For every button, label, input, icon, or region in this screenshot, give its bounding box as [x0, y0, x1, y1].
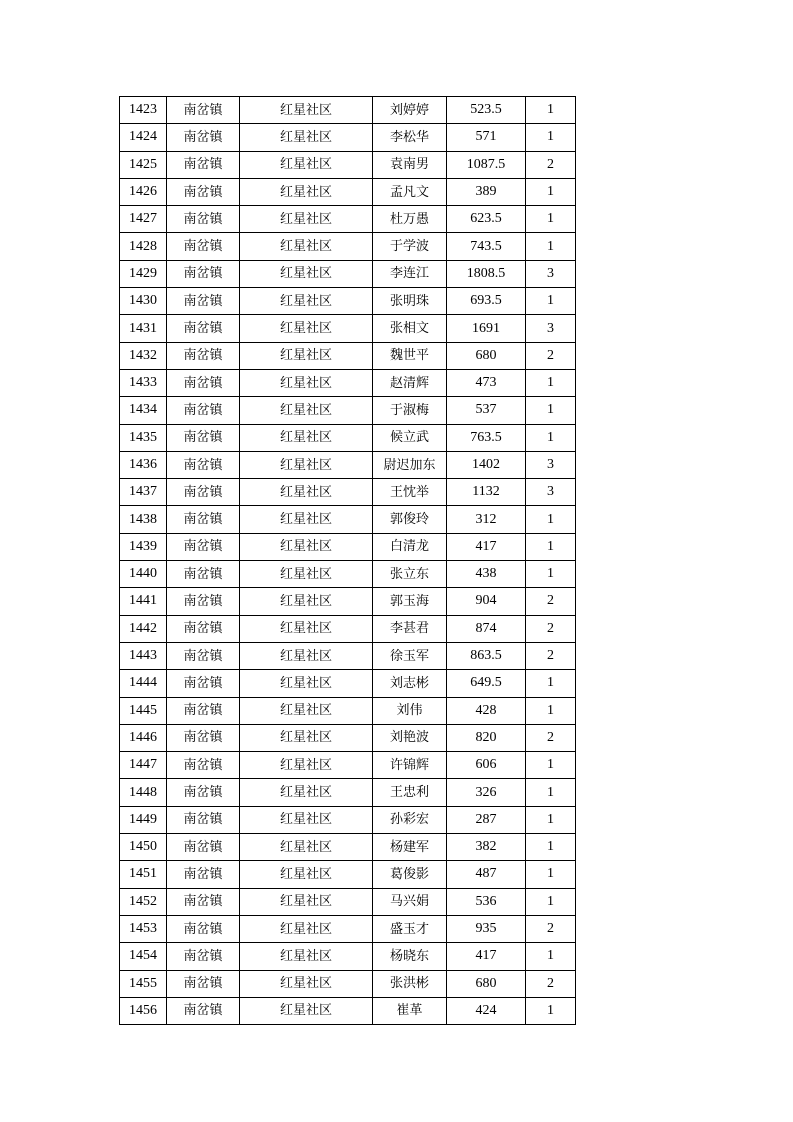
- cell-person-name: 张立东: [373, 561, 447, 588]
- cell-town: 南岔镇: [167, 915, 240, 942]
- cell-community: 红星社区: [240, 861, 373, 888]
- cell-town: 南岔镇: [167, 151, 240, 178]
- cell-amount: 763.5: [447, 424, 526, 451]
- cell-count: 1: [526, 670, 576, 697]
- cell-number: 1447: [120, 752, 167, 779]
- cell-count: 2: [526, 724, 576, 751]
- cell-amount: 863.5: [447, 642, 526, 669]
- cell-person-name: 候立武: [373, 424, 447, 451]
- cell-person-name: 王忠利: [373, 779, 447, 806]
- cell-town: 南岔镇: [167, 888, 240, 915]
- cell-amount: 473: [447, 369, 526, 396]
- cell-person-name: 袁南男: [373, 151, 447, 178]
- cell-community: 红星社区: [240, 151, 373, 178]
- cell-town: 南岔镇: [167, 288, 240, 315]
- cell-amount: 743.5: [447, 233, 526, 260]
- cell-number: 1423: [120, 97, 167, 124]
- cell-town: 南岔镇: [167, 424, 240, 451]
- cell-amount: 1132: [447, 479, 526, 506]
- cell-person-name: 刘艳波: [373, 724, 447, 751]
- cell-number: 1446: [120, 724, 167, 751]
- cell-amount: 935: [447, 915, 526, 942]
- cell-amount: 287: [447, 806, 526, 833]
- cell-number: 1426: [120, 178, 167, 205]
- cell-count: 1: [526, 233, 576, 260]
- table-row: [120, 915, 576, 942]
- cell-amount: 649.5: [447, 670, 526, 697]
- cell-person-name: 于淑梅: [373, 397, 447, 424]
- table-row: [120, 178, 576, 205]
- cell-person-name: 葛俊影: [373, 861, 447, 888]
- cell-town: 南岔镇: [167, 342, 240, 369]
- cell-person-name: 于学波: [373, 233, 447, 260]
- cell-community: 红星社区: [240, 834, 373, 861]
- cell-person-name: 李松华: [373, 124, 447, 151]
- cell-town: 南岔镇: [167, 724, 240, 751]
- cell-community: 红星社区: [240, 369, 373, 396]
- cell-amount: 680: [447, 342, 526, 369]
- cell-town: 南岔镇: [167, 178, 240, 205]
- cell-amount: 1691: [447, 315, 526, 342]
- cell-amount: 312: [447, 506, 526, 533]
- table-row: [120, 342, 576, 369]
- cell-town: 南岔镇: [167, 369, 240, 396]
- cell-count: 3: [526, 479, 576, 506]
- cell-community: 红星社区: [240, 670, 373, 697]
- cell-community: 红星社区: [240, 642, 373, 669]
- cell-amount: 820: [447, 724, 526, 751]
- cell-amount: 417: [447, 533, 526, 560]
- cell-number: 1430: [120, 288, 167, 315]
- cell-town: 南岔镇: [167, 315, 240, 342]
- cell-number: 1425: [120, 151, 167, 178]
- cell-town: 南岔镇: [167, 615, 240, 642]
- table-row: [120, 697, 576, 724]
- cell-count: 1: [526, 997, 576, 1024]
- cell-count: 1: [526, 861, 576, 888]
- table-row: [120, 970, 576, 997]
- cell-number: 1429: [120, 260, 167, 287]
- cell-number: 1454: [120, 943, 167, 970]
- table-row: [120, 888, 576, 915]
- cell-person-name: 孟凡文: [373, 178, 447, 205]
- cell-number: 1434: [120, 397, 167, 424]
- cell-person-name: 崔革: [373, 997, 447, 1024]
- cell-amount: 326: [447, 779, 526, 806]
- cell-amount: 571: [447, 124, 526, 151]
- cell-count: 1: [526, 124, 576, 151]
- cell-town: 南岔镇: [167, 806, 240, 833]
- cell-amount: 438: [447, 561, 526, 588]
- table-row: [120, 861, 576, 888]
- cell-town: 南岔镇: [167, 506, 240, 533]
- cell-person-name: 尉迟加东: [373, 451, 447, 478]
- table-row: [120, 943, 576, 970]
- cell-town: 南岔镇: [167, 397, 240, 424]
- cell-community: 红星社区: [240, 997, 373, 1024]
- cell-count: 1: [526, 506, 576, 533]
- cell-number: 1438: [120, 506, 167, 533]
- cell-town: 南岔镇: [167, 124, 240, 151]
- cell-number: 1441: [120, 588, 167, 615]
- cell-number: 1456: [120, 997, 167, 1024]
- cell-number: 1453: [120, 915, 167, 942]
- cell-town: 南岔镇: [167, 451, 240, 478]
- cell-amount: 523.5: [447, 97, 526, 124]
- cell-number: 1443: [120, 642, 167, 669]
- cell-count: 2: [526, 615, 576, 642]
- table-row: [120, 834, 576, 861]
- cell-count: 2: [526, 588, 576, 615]
- cell-community: 红星社区: [240, 315, 373, 342]
- cell-count: 1: [526, 834, 576, 861]
- cell-person-name: 张洪彬: [373, 970, 447, 997]
- cell-community: 红星社区: [240, 561, 373, 588]
- table-row: [120, 752, 576, 779]
- cell-number: 1437: [120, 479, 167, 506]
- cell-person-name: 杜万愚: [373, 206, 447, 233]
- cell-person-name: 李连江: [373, 260, 447, 287]
- cell-amount: 874: [447, 615, 526, 642]
- cell-person-name: 杨晓东: [373, 943, 447, 970]
- table-row: [120, 288, 576, 315]
- cell-count: 1: [526, 369, 576, 396]
- cell-person-name: 盛玉才: [373, 915, 447, 942]
- table-row: [120, 233, 576, 260]
- table-row: [120, 260, 576, 287]
- cell-person-name: 郭俊玲: [373, 506, 447, 533]
- cell-community: 红星社区: [240, 724, 373, 751]
- cell-town: 南岔镇: [167, 834, 240, 861]
- cell-count: 1: [526, 397, 576, 424]
- cell-person-name: 张相文: [373, 315, 447, 342]
- cell-number: 1424: [120, 124, 167, 151]
- cell-number: 1452: [120, 888, 167, 915]
- cell-community: 红星社区: [240, 588, 373, 615]
- cell-town: 南岔镇: [167, 642, 240, 669]
- cell-town: 南岔镇: [167, 997, 240, 1024]
- table-row: [120, 642, 576, 669]
- cell-person-name: 刘婷婷: [373, 97, 447, 124]
- table-row: [120, 779, 576, 806]
- table-row: [120, 997, 576, 1024]
- cell-count: 3: [526, 260, 576, 287]
- cell-person-name: 杨建军: [373, 834, 447, 861]
- cell-town: 南岔镇: [167, 970, 240, 997]
- cell-number: 1427: [120, 206, 167, 233]
- cell-amount: 606: [447, 752, 526, 779]
- cell-community: 红星社区: [240, 806, 373, 833]
- cell-community: 红星社区: [240, 178, 373, 205]
- cell-number: 1442: [120, 615, 167, 642]
- table-row: [120, 506, 576, 533]
- cell-community: 红星社区: [240, 233, 373, 260]
- cell-community: 红星社区: [240, 533, 373, 560]
- cell-person-name: 刘伟: [373, 697, 447, 724]
- cell-count: 2: [526, 642, 576, 669]
- cell-community: 红星社区: [240, 915, 373, 942]
- cell-community: 红星社区: [240, 424, 373, 451]
- cell-count: 2: [526, 915, 576, 942]
- table-row: [120, 151, 576, 178]
- cell-person-name: 李甚君: [373, 615, 447, 642]
- cell-town: 南岔镇: [167, 670, 240, 697]
- cell-number: 1451: [120, 861, 167, 888]
- cell-number: 1428: [120, 233, 167, 260]
- table-row: [120, 424, 576, 451]
- cell-count: 1: [526, 561, 576, 588]
- cell-person-name: 刘志彬: [373, 670, 447, 697]
- cell-town: 南岔镇: [167, 533, 240, 560]
- cell-number: 1439: [120, 533, 167, 560]
- cell-town: 南岔镇: [167, 97, 240, 124]
- cell-amount: 417: [447, 943, 526, 970]
- cell-community: 红星社区: [240, 206, 373, 233]
- cell-town: 南岔镇: [167, 752, 240, 779]
- cell-amount: 537: [447, 397, 526, 424]
- cell-person-name: 赵清辉: [373, 369, 447, 396]
- cell-number: 1440: [120, 561, 167, 588]
- cell-amount: 424: [447, 997, 526, 1024]
- cell-number: 1436: [120, 451, 167, 478]
- table-row: [120, 397, 576, 424]
- cell-count: 1: [526, 178, 576, 205]
- table-row: [120, 670, 576, 697]
- roster-table-body: [120, 97, 576, 1025]
- cell-community: 红星社区: [240, 260, 373, 287]
- cell-community: 红星社区: [240, 697, 373, 724]
- roster-table: [119, 96, 576, 1025]
- cell-community: 红星社区: [240, 97, 373, 124]
- cell-person-name: 张明珠: [373, 288, 447, 315]
- cell-count: 1: [526, 97, 576, 124]
- cell-count: 1: [526, 888, 576, 915]
- table-row: [120, 479, 576, 506]
- table-row: [120, 315, 576, 342]
- cell-town: 南岔镇: [167, 697, 240, 724]
- cell-amount: 693.5: [447, 288, 526, 315]
- cell-town: 南岔镇: [167, 479, 240, 506]
- cell-amount: 623.5: [447, 206, 526, 233]
- cell-amount: 382: [447, 834, 526, 861]
- cell-community: 红星社区: [240, 888, 373, 915]
- cell-community: 红星社区: [240, 288, 373, 315]
- cell-amount: 389: [447, 178, 526, 205]
- cell-community: 红星社区: [240, 342, 373, 369]
- table-row: [120, 724, 576, 751]
- cell-community: 红星社区: [240, 752, 373, 779]
- cell-community: 红星社区: [240, 397, 373, 424]
- cell-town: 南岔镇: [167, 861, 240, 888]
- cell-amount: 536: [447, 888, 526, 915]
- cell-count: 1: [526, 697, 576, 724]
- table-row: [120, 97, 576, 124]
- cell-amount: 904: [447, 588, 526, 615]
- cell-count: 1: [526, 424, 576, 451]
- cell-person-name: 魏世平: [373, 342, 447, 369]
- cell-number: 1431: [120, 315, 167, 342]
- table-row: [120, 451, 576, 478]
- cell-amount: 428: [447, 697, 526, 724]
- cell-town: 南岔镇: [167, 233, 240, 260]
- cell-town: 南岔镇: [167, 779, 240, 806]
- table-row: [120, 206, 576, 233]
- cell-count: 3: [526, 315, 576, 342]
- cell-person-name: 徐玉军: [373, 642, 447, 669]
- cell-community: 红星社区: [240, 779, 373, 806]
- cell-person-name: 马兴娟: [373, 888, 447, 915]
- cell-community: 红星社区: [240, 506, 373, 533]
- cell-person-name: 王忱举: [373, 479, 447, 506]
- cell-amount: 680: [447, 970, 526, 997]
- cell-count: 1: [526, 533, 576, 560]
- cell-amount: 487: [447, 861, 526, 888]
- cell-number: 1435: [120, 424, 167, 451]
- cell-town: 南岔镇: [167, 260, 240, 287]
- cell-amount: 1402: [447, 451, 526, 478]
- cell-community: 红星社区: [240, 615, 373, 642]
- cell-town: 南岔镇: [167, 561, 240, 588]
- cell-number: 1432: [120, 342, 167, 369]
- table-row: [120, 369, 576, 396]
- table-row: [120, 806, 576, 833]
- table-row: [120, 588, 576, 615]
- cell-town: 南岔镇: [167, 206, 240, 233]
- cell-person-name: 郭玉海: [373, 588, 447, 615]
- table-row: [120, 124, 576, 151]
- cell-community: 红星社区: [240, 479, 373, 506]
- cell-count: 2: [526, 151, 576, 178]
- cell-person-name: 白清龙: [373, 533, 447, 560]
- cell-count: 1: [526, 206, 576, 233]
- cell-number: 1450: [120, 834, 167, 861]
- cell-number: 1449: [120, 806, 167, 833]
- table-row: [120, 615, 576, 642]
- cell-amount: 1087.5: [447, 151, 526, 178]
- cell-community: 红星社区: [240, 124, 373, 151]
- cell-number: 1444: [120, 670, 167, 697]
- cell-person-name: 孙彩宏: [373, 806, 447, 833]
- cell-number: 1448: [120, 779, 167, 806]
- table-row: [120, 533, 576, 560]
- cell-count: 1: [526, 779, 576, 806]
- cell-count: 1: [526, 943, 576, 970]
- cell-number: 1455: [120, 970, 167, 997]
- cell-community: 红星社区: [240, 943, 373, 970]
- cell-number: 1445: [120, 697, 167, 724]
- cell-count: 1: [526, 752, 576, 779]
- cell-person-name: 许锦辉: [373, 752, 447, 779]
- cell-count: 1: [526, 288, 576, 315]
- cell-count: 2: [526, 970, 576, 997]
- cell-community: 红星社区: [240, 970, 373, 997]
- cell-town: 南岔镇: [167, 588, 240, 615]
- cell-count: 3: [526, 451, 576, 478]
- cell-number: 1433: [120, 369, 167, 396]
- cell-count: 2: [526, 342, 576, 369]
- cell-town: 南岔镇: [167, 943, 240, 970]
- cell-count: 1: [526, 806, 576, 833]
- cell-amount: 1808.5: [447, 260, 526, 287]
- cell-community: 红星社区: [240, 451, 373, 478]
- table-row: [120, 561, 576, 588]
